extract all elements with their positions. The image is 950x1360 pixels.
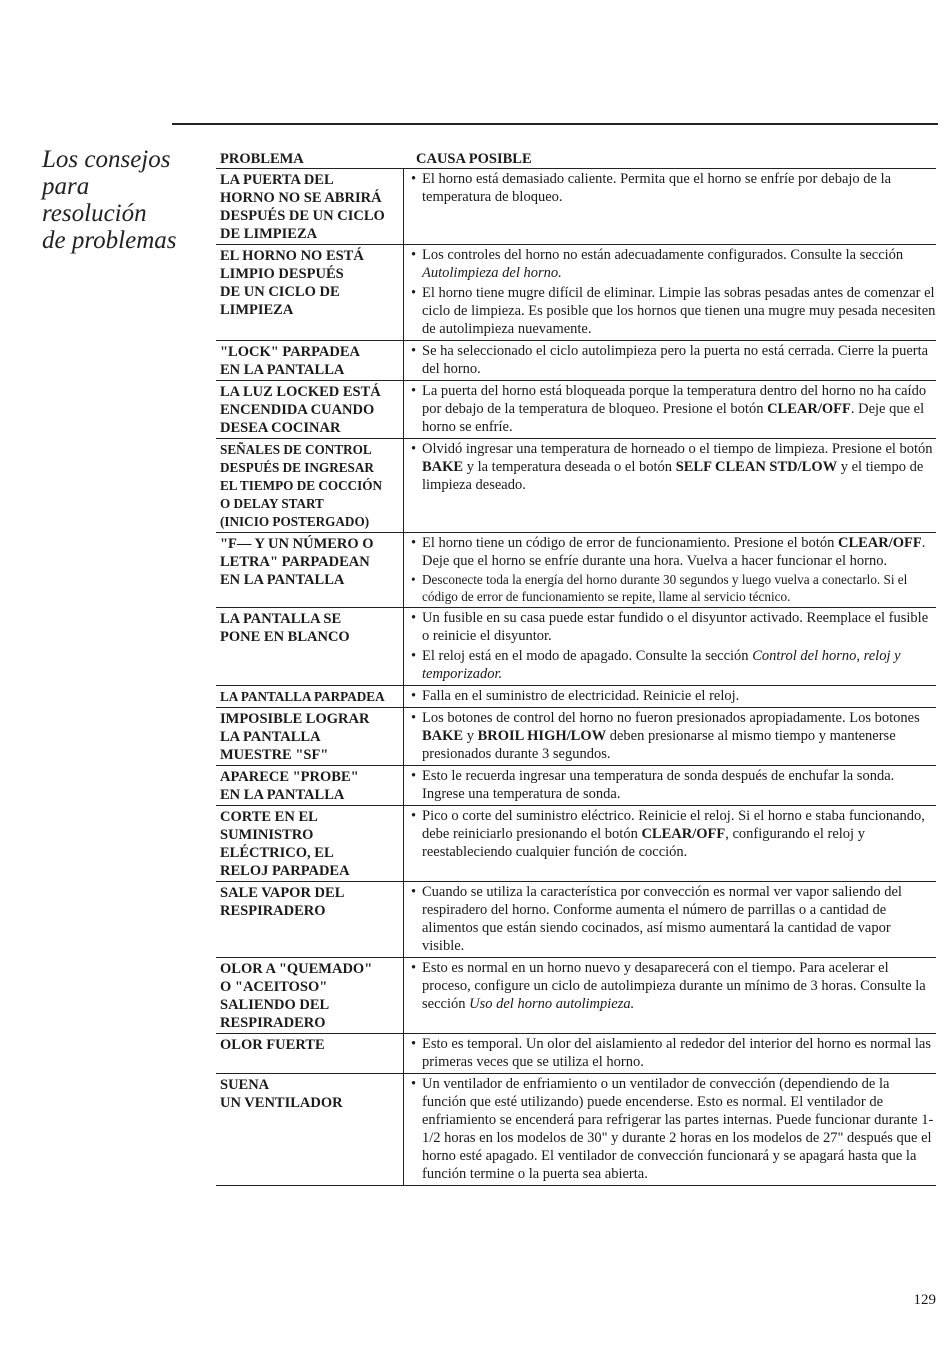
cause-item bbox=[411, 687, 936, 705]
troubleshooting-table bbox=[216, 150, 936, 1186]
cause-item bbox=[411, 534, 936, 570]
table-row bbox=[216, 533, 936, 608]
button-name: CLEAR/OFF bbox=[837, 535, 922, 551]
problem-cell bbox=[216, 708, 404, 765]
cause-text: , configurando el reloj y reestableciendo cualquier función de cocción. bbox=[422, 826, 865, 860]
cause-cell bbox=[404, 533, 936, 607]
problem-line: MUESTRE "SF" bbox=[220, 747, 329, 763]
button-name: CLEAR/OFF bbox=[767, 401, 851, 417]
problem-line: LA PANTALLA bbox=[220, 729, 321, 745]
problem-line: DESPUÉS DE INGRESAR bbox=[220, 460, 374, 475]
cause-cell bbox=[404, 245, 936, 340]
cause-text: y bbox=[463, 728, 478, 744]
cause-item bbox=[411, 709, 936, 763]
cause-text: y la temperatura deseada o el botón bbox=[463, 459, 676, 475]
table-row bbox=[216, 686, 936, 708]
cause-cell bbox=[404, 1034, 936, 1073]
top-rule bbox=[172, 123, 938, 125]
cause-item bbox=[411, 382, 936, 436]
button-name: BAKE bbox=[422, 728, 464, 744]
cause-text: Los botones de control del horno no fueron presionados apropiadamente. Los botones bbox=[422, 710, 920, 726]
problem-cell bbox=[216, 169, 404, 244]
cause-item bbox=[411, 883, 936, 955]
cause-text: Los controles del horno no están adecuadamente configurados. Consulte la sección bbox=[422, 247, 904, 263]
table-row bbox=[216, 341, 936, 381]
problem-line: SALIENDO DEL bbox=[220, 997, 330, 1013]
section-title bbox=[42, 146, 192, 254]
problem-line: LIMPIEZA bbox=[220, 302, 294, 318]
problem-line: OLOR A "QUEMADO" bbox=[220, 961, 373, 977]
problem-cell bbox=[216, 806, 404, 881]
table-row bbox=[216, 766, 936, 806]
problem-line: LA PANTALLA PARPADEA bbox=[220, 689, 385, 704]
table-row bbox=[216, 708, 936, 766]
section-title-line: de problemas bbox=[42, 227, 177, 254]
problem-line: EN LA PANTALLA bbox=[220, 787, 345, 803]
cause-item bbox=[411, 440, 936, 494]
problem-line: O DELAY START bbox=[220, 496, 324, 511]
cause-cell bbox=[404, 1074, 936, 1185]
problem-cell bbox=[216, 958, 404, 1033]
table-row bbox=[216, 1074, 936, 1186]
problem-cell bbox=[216, 882, 404, 957]
cause-text: El horno está demasiado caliente. Permita que el horno se enfríe por debajo de la temperatura de bloqueo. bbox=[422, 171, 892, 205]
cause-cell bbox=[404, 882, 936, 957]
cause-reference: Autolimpieza del horno. bbox=[422, 265, 562, 281]
table-row bbox=[216, 958, 936, 1034]
table-row bbox=[216, 245, 936, 341]
cause-text: y el tiempo de limpieza deseado. bbox=[422, 459, 924, 493]
button-name: CLEAR/OFF bbox=[641, 826, 726, 842]
problem-line: DESPUÉS DE UN CICLO bbox=[220, 208, 385, 224]
problem-cell bbox=[216, 341, 404, 380]
cause-cell bbox=[404, 806, 936, 881]
problem-line: DESEA COCINAR bbox=[220, 420, 341, 436]
cause-text: Pico o corte del suministro eléctrico. Reinicie el reloj. Si el horno e staba funcionando, debe reiniciarlo presionando el botón bbox=[422, 808, 925, 842]
problem-line: HORNO NO SE ABRIRÁ bbox=[220, 190, 382, 206]
cause-text: El horno tiene mugre difícil de eliminar. Limpie las sobras pesadas antes de comenzar el ciclo de limpieza. Es posible que los hornos que tienen una mugre muy pesada necesiten de autolimpieza nuevamente. bbox=[422, 285, 936, 337]
problem-line: ELÉCTRICO, EL bbox=[220, 845, 334, 861]
cause-text: deben presionarse al mismo tiempo y mantenerse presionados durante 3 segundos. bbox=[422, 728, 896, 762]
problem-cell bbox=[216, 1074, 404, 1185]
cause-item bbox=[411, 807, 936, 861]
cause-cell bbox=[404, 381, 936, 438]
cause-item bbox=[411, 1075, 936, 1183]
problem-cell bbox=[216, 381, 404, 438]
problem-line: "LOCK" PARPADEA bbox=[220, 344, 361, 360]
cause-text: . Deje que el horno se enfríe durante una hora. Vuelva a hacer funcionar el horno. bbox=[422, 535, 926, 569]
cause-cell bbox=[404, 766, 936, 805]
problem-line: RELOJ PARPADEA bbox=[220, 863, 350, 879]
button-name: BAKE bbox=[422, 459, 464, 475]
problem-line: EL HORNO NO ESTÁ bbox=[220, 248, 364, 264]
section-title-line: para resolución bbox=[42, 173, 147, 227]
cause-item bbox=[411, 284, 936, 338]
problem-cell bbox=[216, 439, 404, 532]
problem-line: LA LUZ LOCKED ESTÁ bbox=[220, 384, 381, 400]
problem-line: ENCENDIDA CUANDO bbox=[220, 402, 375, 418]
cause-cell bbox=[404, 708, 936, 765]
table-row bbox=[216, 806, 936, 882]
problem-line: PONE EN BLANCO bbox=[220, 629, 350, 645]
table-row bbox=[216, 169, 936, 245]
problem-line: EL TIEMPO DE COCCIÓN bbox=[220, 478, 383, 493]
cause-cell bbox=[404, 169, 936, 244]
cause-cell bbox=[404, 608, 936, 685]
table-row bbox=[216, 381, 936, 439]
cause-item bbox=[411, 342, 936, 378]
cause-text: El reloj está en el modo de apagado. Consulte la sección bbox=[422, 648, 753, 664]
page-number: 129 bbox=[913, 1292, 936, 1308]
cause-item bbox=[411, 1035, 936, 1071]
problem-line: LIMPIO DESPUÉS bbox=[220, 266, 344, 282]
button-name: SELF CLEAN STD/LOW bbox=[675, 459, 838, 475]
problem-cell bbox=[216, 608, 404, 685]
problem-line: SUMINISTRO bbox=[220, 827, 314, 843]
cause-text: . Deje que el horno se enfríe. bbox=[422, 401, 925, 435]
problem-line: OLOR FUERTE bbox=[220, 1037, 325, 1053]
cause-text: Desconecte toda la energía del horno durante 30 segundos y luego vuelva a conectarlo. Si el código de error de funcionamiento se repite, llame al servicio técnico. bbox=[422, 572, 908, 604]
problem-line: LETRA" PARPADEAN bbox=[220, 554, 370, 570]
cause-header: CAUSA POSIBLE bbox=[416, 151, 532, 167]
table-header bbox=[216, 150, 936, 169]
problem-cell bbox=[216, 533, 404, 607]
problem-line: RESPIRADERO bbox=[220, 903, 326, 919]
cause-cell bbox=[404, 439, 936, 532]
problem-cell bbox=[216, 766, 404, 805]
problem-line: (INICIO POSTERGADO) bbox=[220, 514, 370, 529]
cause-item bbox=[411, 959, 936, 1013]
cause-text: Esto es temporal. Un olor del aislamiento al rededor del interior del horno es normal las primeras veces que se utiliza el horno. bbox=[422, 1036, 931, 1070]
cause-reference: Uso del horno autolimpieza. bbox=[469, 996, 635, 1012]
cause-text: Cuando se utiliza la característica por convección es normal ver vapor saliendo del respiradero del horno. Conforme aumenta el número de parrillas o a cantidad de alimentos que están siendo cocinados, así mismo aumentará la cantidad de vapor visible. bbox=[422, 884, 902, 954]
cause-text: Un ventilador de enfriamiento o un ventilador de convección (dependiendo de la función que esté utilizando) puede encenderse. Esto es normal. El ventilador de enfriamiento se encenderá para refrigerar las partes internas. Puede funcionar durante 1-1/2 horas en los modelos de 30" y durante 2 horas en los modelos de 27" después que el horno esté apagado. El ventilador de convección funcionará y se apagará hasta que la función termine o la puerta sea abierta. bbox=[422, 1076, 934, 1182]
problem-cell bbox=[216, 1034, 404, 1073]
problem-line: EN LA PANTALLA bbox=[220, 572, 345, 588]
cause-text: Se ha seleccionado el ciclo autolimpieza pero la puerta no está cerrada. Cierre la puerta del horno. bbox=[422, 343, 929, 377]
cause-text: Olvidó ingresar una temperatura de horneado o el tiempo de limpieza. Presione el botón bbox=[422, 441, 933, 457]
table-row bbox=[216, 1034, 936, 1074]
cause-cell bbox=[404, 341, 936, 380]
problem-line: LA PUERTA DEL bbox=[220, 172, 334, 188]
cause-text: Un fusible en su casa puede estar fundido o el disyuntor activado. Reemplace el fusible o reinicie el disyuntor. bbox=[422, 610, 929, 644]
cause-item bbox=[411, 647, 936, 683]
problem-line: CORTE EN EL bbox=[220, 809, 318, 825]
button-name: BROIL HIGH/LOW bbox=[477, 728, 607, 744]
problem-line: RESPIRADERO bbox=[220, 1015, 326, 1031]
problem-line: EN LA PANTALLA bbox=[220, 362, 345, 378]
problem-line: SUENA bbox=[220, 1077, 270, 1093]
cause-item bbox=[411, 767, 936, 803]
cause-item bbox=[411, 246, 936, 282]
problem-line: LA PANTALLA SE bbox=[220, 611, 342, 627]
table-row bbox=[216, 882, 936, 958]
cause-text: El horno tiene un código de error de funcionamiento. Presione el botón bbox=[422, 535, 838, 551]
section-title-line: Los consejos bbox=[42, 146, 171, 173]
problem-line: DE LIMPIEZA bbox=[220, 226, 318, 242]
cause-text: La puerta del horno está bloqueada porque la temperatura dentro del horno no ha caído por debajo de la temperatura de bloqueo. Presione el botón bbox=[422, 383, 927, 417]
table-row bbox=[216, 439, 936, 533]
problem-line: SEÑALES DE CONTROL bbox=[220, 442, 372, 457]
problem-cell bbox=[216, 245, 404, 340]
problem-line: O "ACEITOSO" bbox=[220, 979, 328, 995]
problem-line: SALE VAPOR DEL bbox=[220, 885, 345, 901]
problem-line: "F— Y UN NÚMERO O bbox=[220, 536, 374, 552]
cause-text: Falla en el suministro de electricidad. Reinicie el reloj. bbox=[422, 688, 740, 704]
table-row bbox=[216, 608, 936, 686]
problem-line: UN VENTILADOR bbox=[220, 1095, 343, 1111]
cause-item bbox=[411, 572, 936, 605]
cause-text: Esto le recuerda ingresar una temperatura de sonda después de enchufar la sonda. Ingrese una temperatura de sonda. bbox=[422, 768, 895, 802]
cause-item bbox=[411, 609, 936, 645]
cause-reference: Control del horno, reloj y temporizador. bbox=[422, 648, 901, 682]
cause-item bbox=[411, 170, 936, 206]
problem-line: DE UN CICLO DE bbox=[220, 284, 340, 300]
problem-cell bbox=[216, 686, 404, 707]
problem-header: PROBLEMA bbox=[220, 151, 304, 167]
problem-line: APARECE "PROBE" bbox=[220, 769, 359, 785]
problem-line: IMPOSIBLE LOGRAR bbox=[220, 711, 370, 727]
cause-text: Esto es normal en un horno nuevo y desaparecerá con el tiempo. Para acelerar el proceso, configure un ciclo de autolimpieza durante un mínimo de 3 horas. Consulte la sección bbox=[422, 960, 926, 1012]
cause-cell bbox=[404, 958, 936, 1033]
cause-cell bbox=[404, 686, 936, 707]
